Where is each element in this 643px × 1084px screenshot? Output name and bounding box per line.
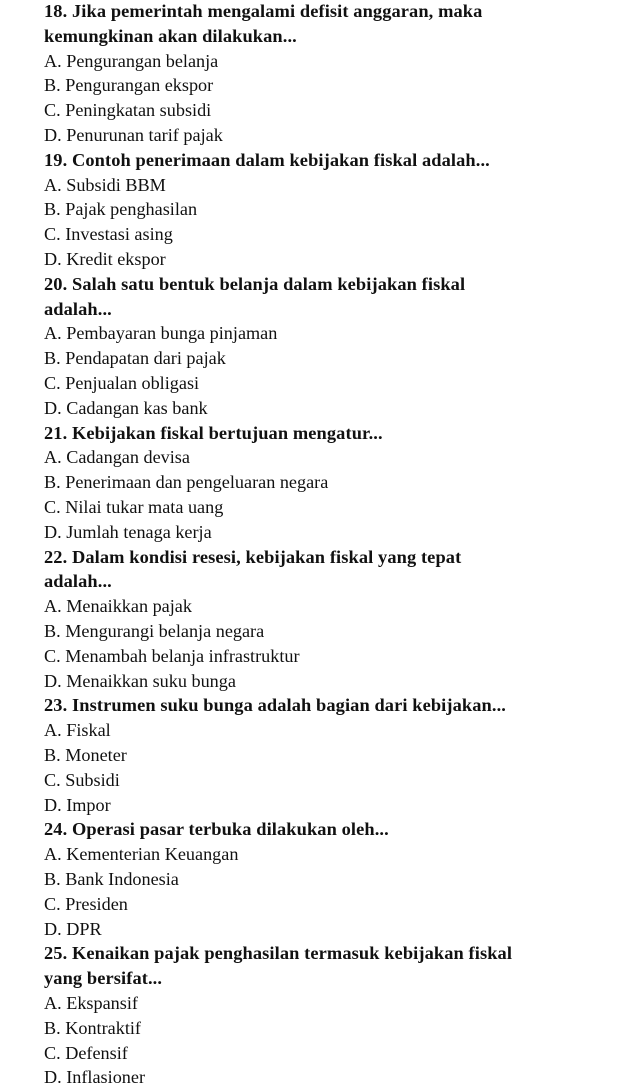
- question-22-option-c: C. Menambah belanja infrastruktur: [44, 645, 300, 666]
- question-21-option-d: D. Jumlah tenaga kerja: [44, 521, 212, 542]
- question-24-option-d: D. DPR: [44, 918, 102, 939]
- question-21-option-b: B. Penerimaan dan pengeluaran negara: [44, 472, 329, 493]
- question-20-option-b: B. Pendapatan dari pajak: [44, 348, 226, 369]
- question-25-option-c: C. Defensif: [44, 1042, 128, 1063]
- question-25-text: [44, 942, 512, 964]
- question-24-option-b: B. Bank Indonesia: [44, 869, 179, 889]
- question-text-line: Kenaikan pajak penghasilan termasuk kebijakan fiskal: [72, 943, 513, 964]
- question-25-option-d: D. Inflasioner: [44, 1067, 146, 1084]
- question-text-line: Jika pemerintah mengalami defisit anggaran, maka: [72, 1, 483, 21]
- question-25-text-continued: yang bersifat...: [44, 968, 163, 989]
- question-18-text-continued: kemungkinan akan dilakukan...: [44, 25, 297, 46]
- question-22-text-continued: adalah...: [44, 571, 112, 592]
- question-24-option-a: A. Kementerian Keuangan: [44, 844, 239, 865]
- question-23-option-a: A. Fiskal: [44, 720, 111, 741]
- question-20-option-d: D. Cadangan kas bank: [44, 397, 208, 418]
- question-22-option-b: B. Mengurangi belanja negara: [44, 621, 265, 641]
- question-20-text-continued: adalah...: [44, 298, 112, 319]
- question-19-text: [44, 149, 490, 171]
- question-20-option-c: C. Penjualan obligasi: [44, 373, 200, 393]
- question-18-option-b: B. Pengurangan ekspor: [44, 75, 214, 96]
- question-text-line: Instrumen suku bunga adalah bagian dari kebijakan...: [72, 695, 506, 716]
- question-19-option-c: C. Investasi asing: [44, 224, 173, 245]
- question-text-line: Operasi pasar terbuka dilakukan oleh...: [72, 819, 389, 840]
- question-24-option-c: C. Presiden: [44, 893, 128, 914]
- question-number: 23.: [44, 695, 68, 716]
- question-18-option-c: C. Peningkatan subsidi: [44, 100, 212, 121]
- question-21-option-a: A. Cadangan devisa: [44, 447, 190, 468]
- question-18-option-a: A. Pengurangan belanja: [44, 50, 219, 71]
- question-text-line: Salah satu bentuk belanja dalam kebijakan fiskal: [72, 273, 466, 294]
- question-number: 21.: [44, 422, 68, 443]
- question-number: 20.: [44, 273, 68, 294]
- question-23-option-c: C. Subsidi: [44, 769, 120, 790]
- question-number: 18.: [44, 1, 68, 21]
- question-25-option-b: B. Kontraktif: [44, 1017, 141, 1038]
- question-25-option-a: A. Ekspansif: [44, 993, 138, 1013]
- question-19-option-d: D. Kredit ekspor: [44, 249, 166, 269]
- question-18-text: [44, 0, 482, 22]
- question-23-text: [44, 694, 506, 716]
- question-22-text: [44, 546, 461, 568]
- question-23-option-d: D. Impor: [44, 794, 111, 815]
- question-21-option-c: C. Nilai tukar mata uang: [44, 497, 224, 517]
- question-text-line: Kebijakan fiskal bertujuan mengatur...: [72, 422, 383, 443]
- question-23-option-b: B. Moneter: [44, 745, 127, 765]
- question-19-option-a: A. Subsidi BBM: [44, 174, 166, 195]
- question-number: 22.: [44, 546, 68, 567]
- question-22-option-a: A. Menaikkan pajak: [44, 596, 192, 617]
- question-20-option-a: A. Pembayaran bunga pinjaman: [44, 323, 278, 344]
- question-18-option-d: D. Penurunan tarif pajak: [44, 125, 223, 145]
- question-20-text: [44, 273, 465, 295]
- question-text-line: Dalam kondisi resesi, kebijakan fiskal yang tepat: [72, 546, 462, 567]
- question-19-option-b: B. Pajak penghasilan: [44, 199, 198, 220]
- question-24-text: [44, 818, 389, 840]
- question-text-line: Contoh penerimaan dalam kebijakan fiskal adalah...: [72, 149, 490, 170]
- question-number: 25.: [44, 943, 68, 964]
- question-number: 19.: [44, 149, 68, 170]
- question-number: 24.: [44, 819, 68, 840]
- question-21-text: [44, 422, 383, 444]
- question-22-option-d: D. Menaikkan suku bunga: [44, 670, 236, 691]
